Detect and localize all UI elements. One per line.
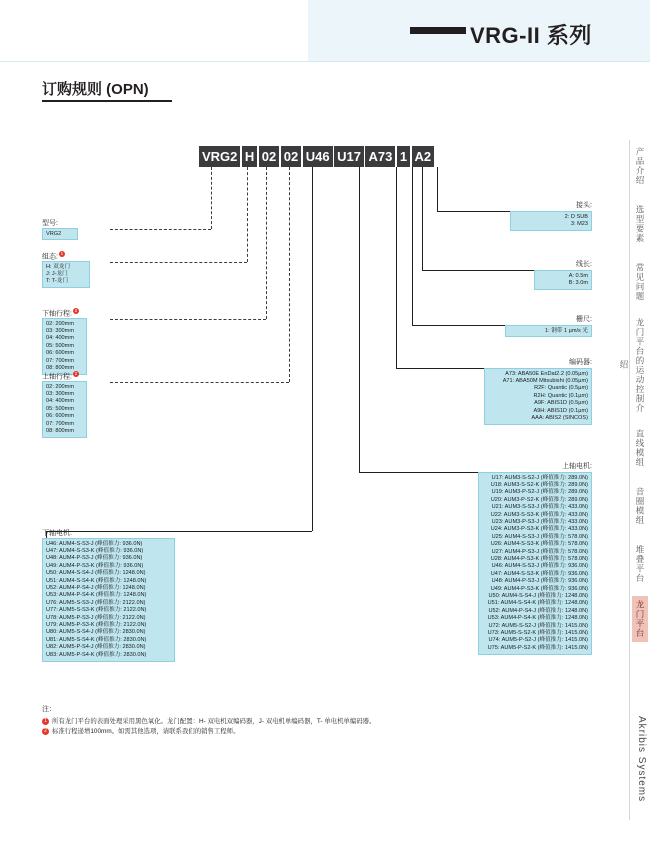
box-item: U52: AUM4-P-S4-J (峰值推力: 1248.0N) bbox=[488, 607, 588, 614]
box-item: U49: AUM4-P-S3-K (峰值推力: 936.0N) bbox=[46, 562, 144, 569]
header-divider bbox=[0, 61, 650, 62]
box-item: U76: AUM5-S-S3-J (峰值推力: 2122.0N) bbox=[46, 599, 146, 606]
box-item: U75: AUM5-P-S2-K (峰值推力: 1415.0N) bbox=[487, 644, 588, 651]
box-item: U26: AUM4-S-S3-K (峰值推力: 578.0N) bbox=[490, 541, 588, 548]
box-item: U28: AUM4-P-S3-K (峰值推力: 578.0N) bbox=[490, 555, 588, 562]
box-item: 07: 700mm bbox=[46, 357, 74, 364]
box-item: U49: AUM4-P-S3-K (峰值推力: 936.0N) bbox=[490, 585, 588, 592]
label-lower-motor-text: 下轴电机: bbox=[42, 530, 72, 537]
box-item: 06: 600mm bbox=[46, 413, 74, 420]
box-item: U82: AUM5-P-S4-J (峰值推力: 2830.0N) bbox=[46, 644, 146, 651]
box-upper-motor bbox=[478, 472, 592, 655]
page-title: VRG-II 系列 bbox=[470, 23, 592, 48]
leader-line-lower-motor bbox=[312, 167, 313, 531]
box-item: 04: 400mm bbox=[46, 398, 74, 405]
box-item: 08: 800mm bbox=[46, 427, 74, 434]
box-encoder bbox=[484, 368, 592, 425]
box-item: 02: 200mm bbox=[46, 383, 74, 390]
leader-line-upper-travel bbox=[289, 167, 290, 382]
box-item: U50: AUM4-S-S4-J (峰值推力: 1248.0N) bbox=[488, 593, 588, 599]
box-item: 05: 500mm bbox=[46, 405, 74, 412]
label-scale bbox=[556, 314, 592, 324]
box-item: U46: AUM4-S-S3-J (峰值推力: 936.0N) bbox=[491, 563, 588, 570]
box-item: 05: 500mm bbox=[46, 342, 74, 349]
order-code-cell: U46 bbox=[303, 146, 333, 167]
box-item: U81: AUM5-S-S4-K (峰值推力: 2830.0N) bbox=[46, 636, 147, 643]
leader-line-lower-travel bbox=[266, 167, 267, 319]
box-item: U78: AUM5-P-S3-J (峰值推力: 2122.0N) bbox=[46, 614, 146, 621]
box-item: U53: AUM4-P-S4-K (峰值推力: 1248.0N) bbox=[46, 592, 147, 599]
sidebar-tab[interactable]: 直线模组 bbox=[635, 429, 645, 467]
box-item: 2: D SUB bbox=[564, 213, 588, 220]
leader-line-lower-travel-h bbox=[110, 319, 266, 320]
box-item: U47: AUM4-S-S3-K (峰值推力: 936.0N) bbox=[490, 570, 588, 577]
box-item: R2H: Quantic (0.1µm) bbox=[533, 392, 588, 399]
box-item: 3: M23 bbox=[570, 220, 588, 227]
note-marker-2: 2 bbox=[42, 728, 49, 735]
box-item: U51: AUM4-S-S4-K (峰值推力: 1248.0N) bbox=[46, 577, 147, 584]
box-item: U24: AUM3-P-S3-K (峰值推力: 433.0N) bbox=[490, 526, 588, 533]
note-marker-1: 1 bbox=[42, 718, 49, 725]
box-item: A: 0.5m bbox=[568, 272, 588, 279]
box-item: U18: AUM3-S-S2-K (峰值推力: 289.0N) bbox=[490, 481, 588, 488]
label-upper-motor-text: 上轴电机: bbox=[562, 463, 592, 470]
leader-line-encoder bbox=[396, 167, 397, 368]
sidebar-tab[interactable]: 龙门平台 bbox=[632, 596, 648, 642]
sidebar-tab[interactable]: 音圈模组 bbox=[635, 487, 645, 525]
sidebar-divider bbox=[629, 140, 630, 820]
box-scale bbox=[505, 325, 592, 337]
label-upper-travel-text: 上轴行程: bbox=[42, 373, 72, 381]
label-lower-motor bbox=[42, 528, 72, 538]
order-code-cell: A2 bbox=[412, 146, 435, 167]
box-item: U47: AUM4-S-S3-K (峰值推力: 936.0N) bbox=[46, 547, 144, 554]
label-configuration-text: 组态: bbox=[42, 253, 58, 261]
label-upper-travel bbox=[42, 371, 79, 381]
label-configuration bbox=[42, 251, 65, 261]
box-item: U52: AUM4-P-S4-J (峰值推力: 1248.0N) bbox=[46, 584, 146, 591]
box-item: 03: 300mm bbox=[46, 327, 74, 334]
section-underline bbox=[42, 100, 172, 102]
label-model-text: 型号: bbox=[42, 220, 58, 227]
leader-line-cable bbox=[422, 167, 423, 270]
box-item: U77: AUM5-S-S3-K (峰值推力: 2122.0N) bbox=[46, 607, 147, 614]
box-item: U20: AUM3-P-S2-K (峰值推力: 289.0N) bbox=[490, 496, 588, 503]
box-item: U19: AUM3-P-S2-J (峰值推力: 289.0N) bbox=[491, 489, 588, 496]
label-connector bbox=[556, 200, 592, 210]
order-code-cell: A73 bbox=[365, 146, 395, 167]
box-item: 02: 200mm bbox=[46, 320, 74, 327]
label-cable bbox=[556, 259, 592, 269]
order-code-cell: 02 bbox=[281, 146, 301, 167]
note-text: 所有龙门平台的表面处理采用黑色氧化。龙门配置：H- 双电机双编码器，J- 双电机单编码器，T- 单电机单编码器。 bbox=[52, 718, 376, 725]
section-title: 订购规则 (OPN) bbox=[42, 81, 149, 98]
box-lower-travel bbox=[42, 318, 87, 375]
box-item: 08: 800mm bbox=[46, 364, 74, 371]
box-item: U17: AUM3-S-S2-J (峰值推力: 289.0N) bbox=[491, 474, 588, 481]
box-item: A9H: ABIS1D (0.1µm) bbox=[533, 407, 588, 414]
box-item: U27: AUM4-P-S3-J (峰值推力: 578.0N) bbox=[491, 548, 588, 555]
leader-line-config-h bbox=[110, 262, 247, 263]
leader-line-connector bbox=[437, 167, 438, 211]
order-code-cell: VRG2 bbox=[199, 146, 240, 167]
box-item: U22: AUM3-S-S3-K (峰值推力: 433.0N) bbox=[490, 511, 588, 518]
sidebar-tab[interactable]: 堆叠平台 bbox=[635, 545, 645, 583]
order-code-cell: U17 bbox=[334, 146, 364, 167]
leader-line-upper-travel-h bbox=[110, 382, 289, 383]
box-item: U48: AUM4-P-S3-J (峰值推力: 936.0N) bbox=[46, 555, 143, 562]
header-accent-bar bbox=[410, 27, 466, 34]
label-cable-text: 线长: bbox=[576, 261, 592, 268]
sidebar-tab[interactable]: 产品介绍 bbox=[635, 147, 645, 185]
leader-line-scale bbox=[412, 167, 413, 325]
order-code-cell: 1 bbox=[397, 146, 410, 167]
box-item: A9F: ABIS1D (0.5µm) bbox=[534, 400, 588, 407]
box-upper-travel bbox=[42, 381, 87, 438]
box-item: B: 3.0m bbox=[568, 279, 588, 286]
footnote-marker-2a: 2 bbox=[74, 308, 78, 313]
box-item: U73: AUM5-S-S2-K (峰值推力: 1415.0N) bbox=[487, 630, 588, 637]
leader-line-lower-motor-h bbox=[46, 531, 312, 532]
box-item: T: T-龙门 bbox=[46, 278, 68, 285]
note-item bbox=[42, 717, 472, 726]
footnote-marker-2b: 2 bbox=[74, 371, 78, 376]
notes-title: 注： bbox=[42, 706, 56, 713]
box-item: A71: ABA50M Mitsubishi (0.05µm) bbox=[502, 377, 588, 384]
box-item: R2F: Quantic (0.5µm) bbox=[534, 385, 588, 392]
box-item: U51: AUM4-S-S4-K (峰值推力: 1248.0N) bbox=[487, 600, 588, 607]
leader-line-upper-motor bbox=[359, 167, 360, 472]
box-item: 1: 钢带 1 µm/s 光 bbox=[544, 327, 588, 334]
footnote-marker-1a: 1 bbox=[60, 251, 64, 256]
box-model bbox=[42, 228, 78, 240]
label-lower-travel-text: 下轴行程: bbox=[42, 310, 72, 318]
box-item: VRG2 bbox=[46, 230, 62, 237]
box-item: J: J-龙门 bbox=[46, 270, 68, 277]
notes-block bbox=[42, 704, 472, 737]
box-item: U53: AUM4-P-S4-K (峰值推力: 1248.0N) bbox=[487, 615, 588, 622]
box-item: 04: 400mm bbox=[46, 335, 74, 342]
box-lower-motor bbox=[42, 538, 175, 662]
order-code-row bbox=[199, 146, 436, 167]
box-cable bbox=[534, 270, 592, 290]
box-item: U72: AUM5-S-S2-J (峰值推力: 1415.0N) bbox=[488, 622, 588, 629]
leader-line-config bbox=[247, 167, 248, 262]
box-item: 07: 700mm bbox=[46, 420, 74, 427]
label-scale-text: 栅尺: bbox=[576, 316, 592, 323]
label-lower-travel bbox=[42, 308, 79, 318]
box-connector bbox=[510, 211, 592, 231]
label-model bbox=[42, 218, 58, 228]
order-code-cell: 02 bbox=[259, 146, 279, 167]
box-item: U23: AUM3-P-S3-J (峰值推力: 433.0N) bbox=[491, 518, 588, 525]
box-item: A73: ABA50E EnDat2.2 (0.05µm) bbox=[505, 370, 588, 377]
sidebar-tab[interactable]: 常见问题 bbox=[635, 263, 645, 301]
box-item: H: 双龙门 bbox=[46, 263, 70, 270]
box-item: U79: AUM5-P-S3-K (峰值推力: 2122.0N) bbox=[46, 621, 147, 628]
sidebar-tab[interactable]: 龙门平台的运动控制介绍 bbox=[619, 317, 645, 413]
order-code-cell: H bbox=[242, 146, 257, 167]
box-item: U21: AUM3-S-S3-J (峰值推力: 433.0N) bbox=[491, 504, 588, 511]
leader-line-model-h bbox=[110, 229, 211, 230]
sidebar-tab[interactable]: 选型要素 bbox=[635, 205, 645, 243]
label-encoder-text: 编码器: bbox=[569, 359, 592, 366]
note-text: 标准行程递增100mm。如需其他选项，请联系我们的销售工程师。 bbox=[52, 728, 240, 735]
leader-line-model bbox=[211, 167, 212, 229]
box-item: 03: 300mm bbox=[46, 390, 74, 397]
label-connector-text: 接头: bbox=[576, 202, 592, 209]
box-item: AAA: ABIS2 (SINCOS) bbox=[531, 414, 588, 421]
box-item: U50: AUM4-S-S4-J (峰值推力: 1248.0N) bbox=[46, 570, 146, 577]
label-encoder bbox=[540, 357, 592, 367]
box-item: U25: AUM4-S-S3-J (峰值推力: 578.0N) bbox=[491, 533, 588, 540]
page-header bbox=[0, 0, 650, 62]
label-upper-motor bbox=[528, 461, 592, 471]
box-item: U80: AUM5-S-S4-J (峰值推力: 2830.0N) bbox=[46, 629, 146, 636]
box-item: U46: AUM4-S-S3-J (峰值推力: 936.0N) bbox=[46, 540, 143, 547]
box-item: U74: AUM5-P-S2-J (峰值推力: 1415.0N) bbox=[488, 637, 588, 644]
box-item: U83: AUM5-P-S4-K (峰值推力: 2830.0N) bbox=[46, 651, 147, 658]
box-item: U48: AUM4-P-S3-J (峰值推力: 936.0N) bbox=[491, 578, 588, 585]
brand-name: Akribis Systems bbox=[636, 715, 647, 802]
box-configuration bbox=[42, 261, 90, 288]
box-item: 06: 600mm bbox=[46, 350, 74, 357]
note-item bbox=[42, 727, 472, 736]
